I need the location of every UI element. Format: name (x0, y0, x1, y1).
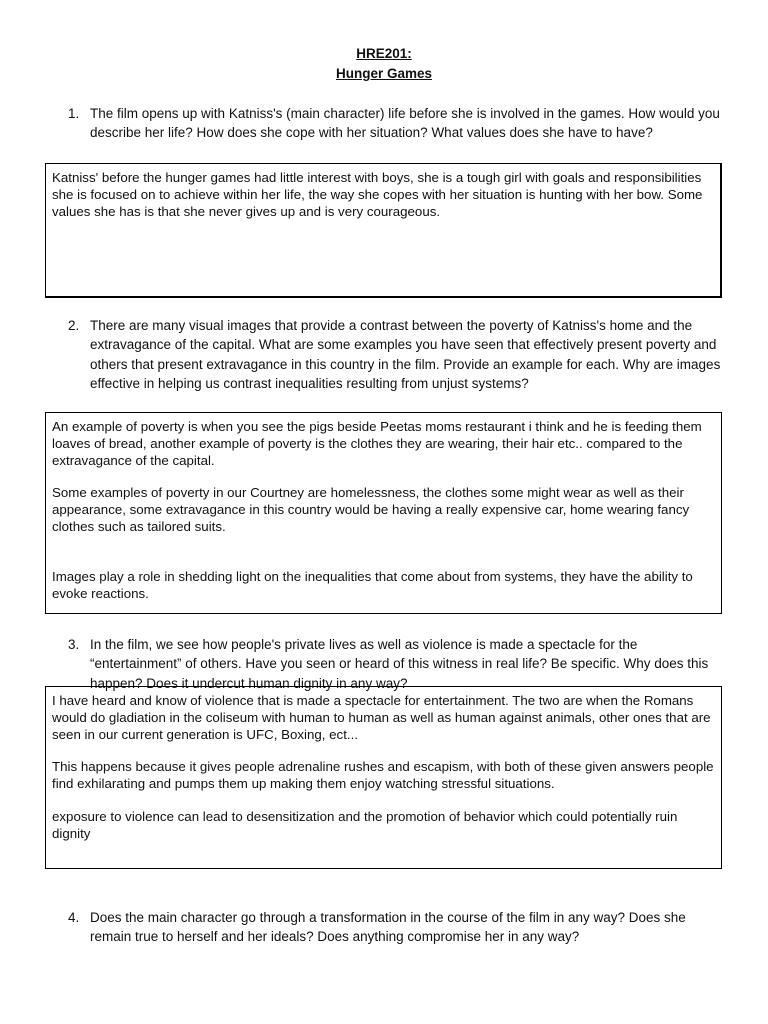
answer-paragraph: Some examples of poverty in our Courtney are homelessness, the clothes some might wear as well as their appearance, some extravagance in this country would be having a really expensive car, home wearing fancy clothes such as tailored suits. (52, 485, 690, 534)
question-4 (68, 908, 728, 947)
answer-paragraph: I have heard and know of violence that is made a spectacle for entertainment. The two are when the Romans would do gladiation in the coliseum with human to human as well as human against animals, other ones that are seen in our current generation is UFC, Boxing, ect... (52, 693, 711, 742)
question-3 (68, 635, 728, 693)
question-number: 1. (68, 106, 80, 121)
document-title: Hunger Games (335, 66, 433, 81)
question-number: 2. (68, 318, 80, 333)
question-2 (68, 316, 728, 393)
answer-paragraph: exposure to violence can lead to desensitization and the promotion of behavior which could potentially ruin dignity (52, 808, 678, 841)
question-number: 3. (68, 637, 80, 652)
answer-box-1[interactable] (45, 163, 722, 298)
question-text: In the film, we see how people's private lives as well as violence is made a spectacle for the “entertainment” of others. Have you seen or heard of this witness in real life? Be specific. Why does this happen? Does it undercut human dignity in any way? (90, 637, 709, 691)
question-text: There are many visual images that provide a contrast between the poverty of Katniss's home and the extravagance of the capital. What are some examples you have seen that effectively present poverty and others that present extravagance in this country in the film. Provide an example for each. Why are images effective in helping us contrast inequalities resulting from unjust systems? (90, 318, 721, 391)
question-1 (68, 104, 728, 143)
question-text: Does the main character go through a transformation in the course of the film in any way? Does she remain true to herself and her ideals? Does anything compromise her in any way? (90, 910, 686, 945)
answer-paragraph: An example of poverty is when you see the pigs beside Peetas moms restaurant i think and he is feeding them loaves of bread, another example of poverty is the clothes they are wearing, their hair etc.. compared to the extravagance of the capital. (52, 419, 702, 468)
answer-paragraph: Images play a role in shedding light on the inequalities that come about from systems, they have the ability to evoke reactions. (52, 568, 693, 601)
course-code: HRE201: (356, 46, 412, 61)
answer-paragraph: Katniss' before the hunger games had little interest with boys, she is a tough girl with goals and responsibilities she is focused on to achieve within her life, the way she copes with her situation is hunting with her bow. Some values she has is that she never gives up and is very courageous. (52, 170, 703, 219)
answer-box-2[interactable] (45, 412, 722, 614)
question-number: 4. (68, 910, 80, 925)
answer-paragraph: This happens because it gives people adrenaline rushes and escapism, with both of these given answers people find exhilarating and pumps them up making them enjoy watching stressful situations. (52, 759, 714, 792)
question-text: The film opens up with Katniss's (main character) life before she is involved in the games. How would you describe her life? How does she cope with her situation? What values does she have to have? (90, 106, 720, 141)
answer-box-3[interactable] (45, 686, 722, 869)
